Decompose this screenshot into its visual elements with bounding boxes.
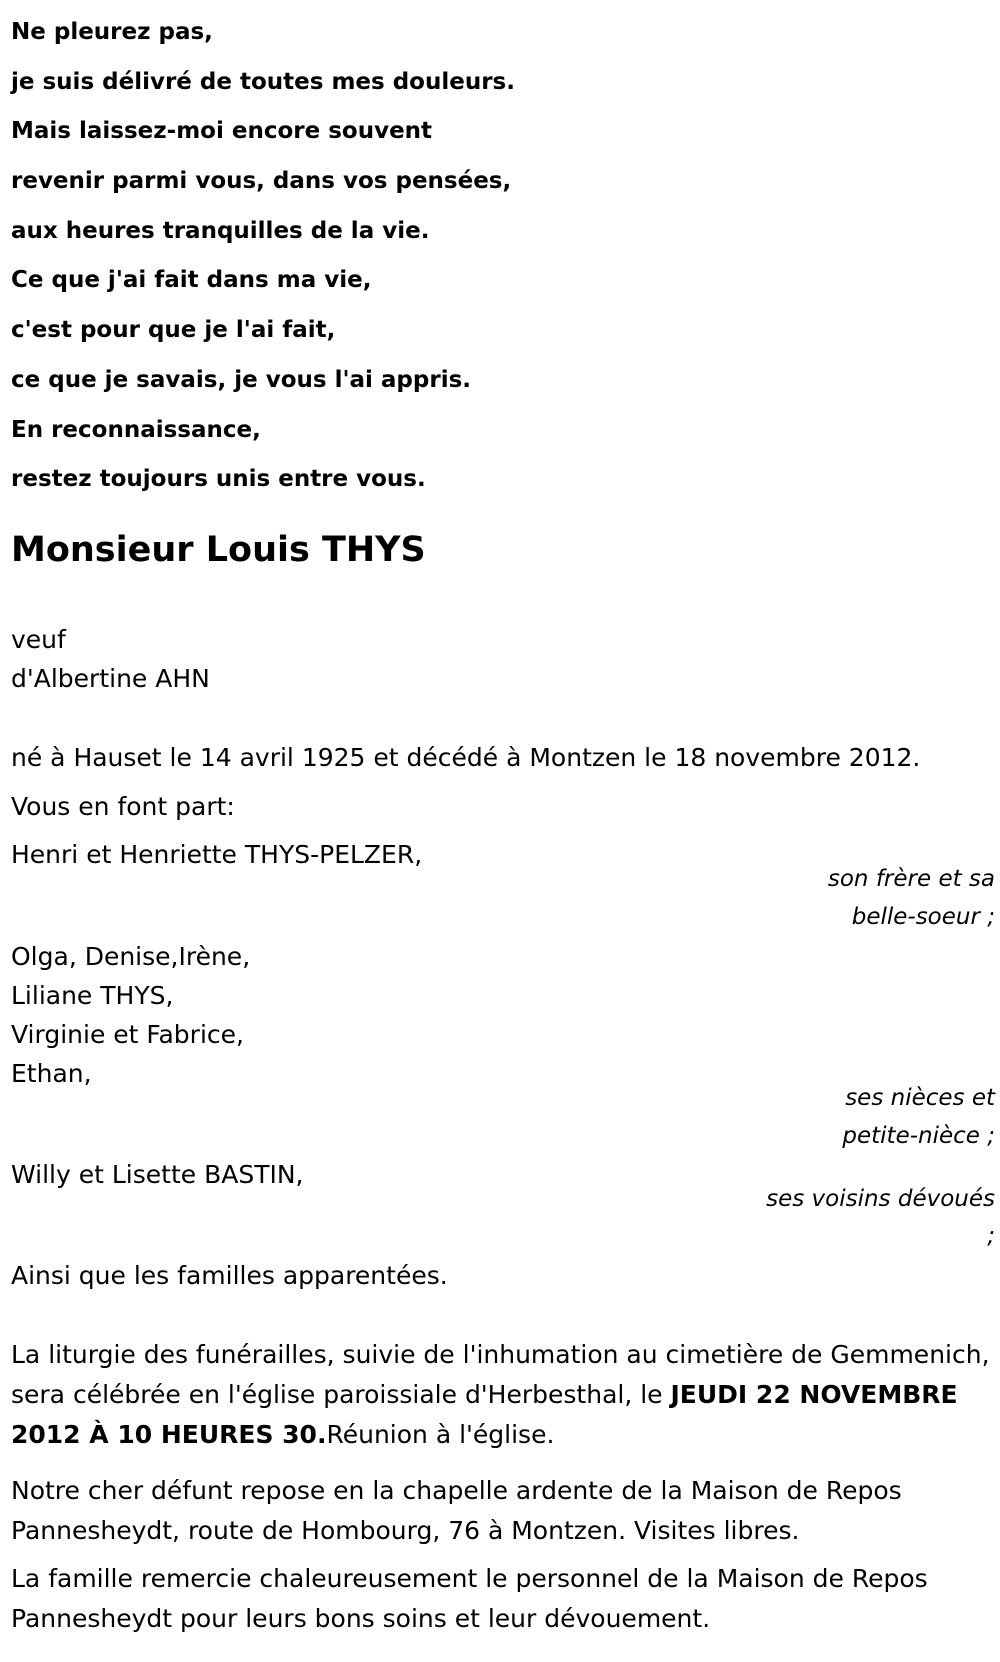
funeral-text: La liturgie des funérailles, suivie de l'inhumation au cimetière de Gemmenich, sera célébrée en l'église paroissiale d'Herbesthal, le: [11, 1340, 990, 1409]
marital-status: veuf: [11, 625, 66, 654]
repose-info: Notre cher défunt repose en la chapelle ardente de la Maison de Repos Pannesheydt, route de Hombourg, 76 à Montzen. Visites libres.: [11, 1476, 902, 1545]
poem-line: En reconnaissance,: [11, 416, 261, 443]
thanks-note: La famille remercie chaleureusement le personnel de la Maison de Repos Pannesheydt pour leurs bons soins et leur dévouement.: [11, 1564, 928, 1633]
poem-line: Ce que j'ai fait dans ma vie,: [11, 267, 372, 294]
funeral-info: [11, 1335, 1000, 1455]
poem-line: aux heures tranquilles de la vie.: [11, 217, 430, 244]
family-member-name: Olga, Denise,Irène,: [11, 942, 251, 971]
announcement-intro: Vous en font part:: [11, 792, 235, 821]
family-member-name: Willy et Lisette BASTIN,: [11, 1160, 304, 1189]
relation-label: son frère et sa: [827, 866, 995, 892]
relation-label: ;: [987, 1223, 995, 1249]
relation-label: belle-soeur ;: [851, 904, 995, 930]
relation-label: ses nièces et: [845, 1085, 995, 1111]
relation-label: ses voisins dévoués: [766, 1186, 995, 1212]
relation-label: petite-nièce ;: [842, 1123, 995, 1149]
poem-line: Mais laissez-moi encore souvent: [11, 118, 433, 145]
family-member-name: Henri et Henriette THYS-PELZER,: [11, 840, 423, 869]
funeral-meeting: Réunion à l'église.: [326, 1420, 555, 1449]
related-families: Ainsi que les familles apparentées.: [11, 1261, 448, 1290]
birth-death-info: né à Hauset le 14 avril 1925 et décédé à Montzen le 18 novembre 2012.: [11, 743, 921, 772]
poem: [11, 8, 951, 505]
family-member-name: Liliane THYS,: [11, 981, 174, 1010]
poem-line: revenir parmi vous, dans vos pensées,: [11, 168, 512, 195]
funeral-date: JEUDI 22 NOVEMBRE 2012 À 10 HEURES 30.: [11, 1380, 958, 1449]
family-member-name: Ethan,: [11, 1059, 92, 1088]
family-member-name: Virginie et Fabrice,: [11, 1020, 244, 1049]
deceased-name: Monsieur Louis THYS: [11, 530, 426, 570]
poem-line: je suis délivré de toutes mes douleurs.: [11, 68, 515, 95]
poem-line: restez toujours unis entre vous.: [11, 466, 426, 493]
poem-line: ce que je savais, je vous l'ai appris.: [11, 366, 472, 393]
spouse-name: d'Albertine AHN: [11, 664, 210, 693]
poem-line: Ne pleurez pas,: [11, 19, 213, 45]
poem-line: c'est pour que je l'ai fait,: [11, 317, 336, 344]
